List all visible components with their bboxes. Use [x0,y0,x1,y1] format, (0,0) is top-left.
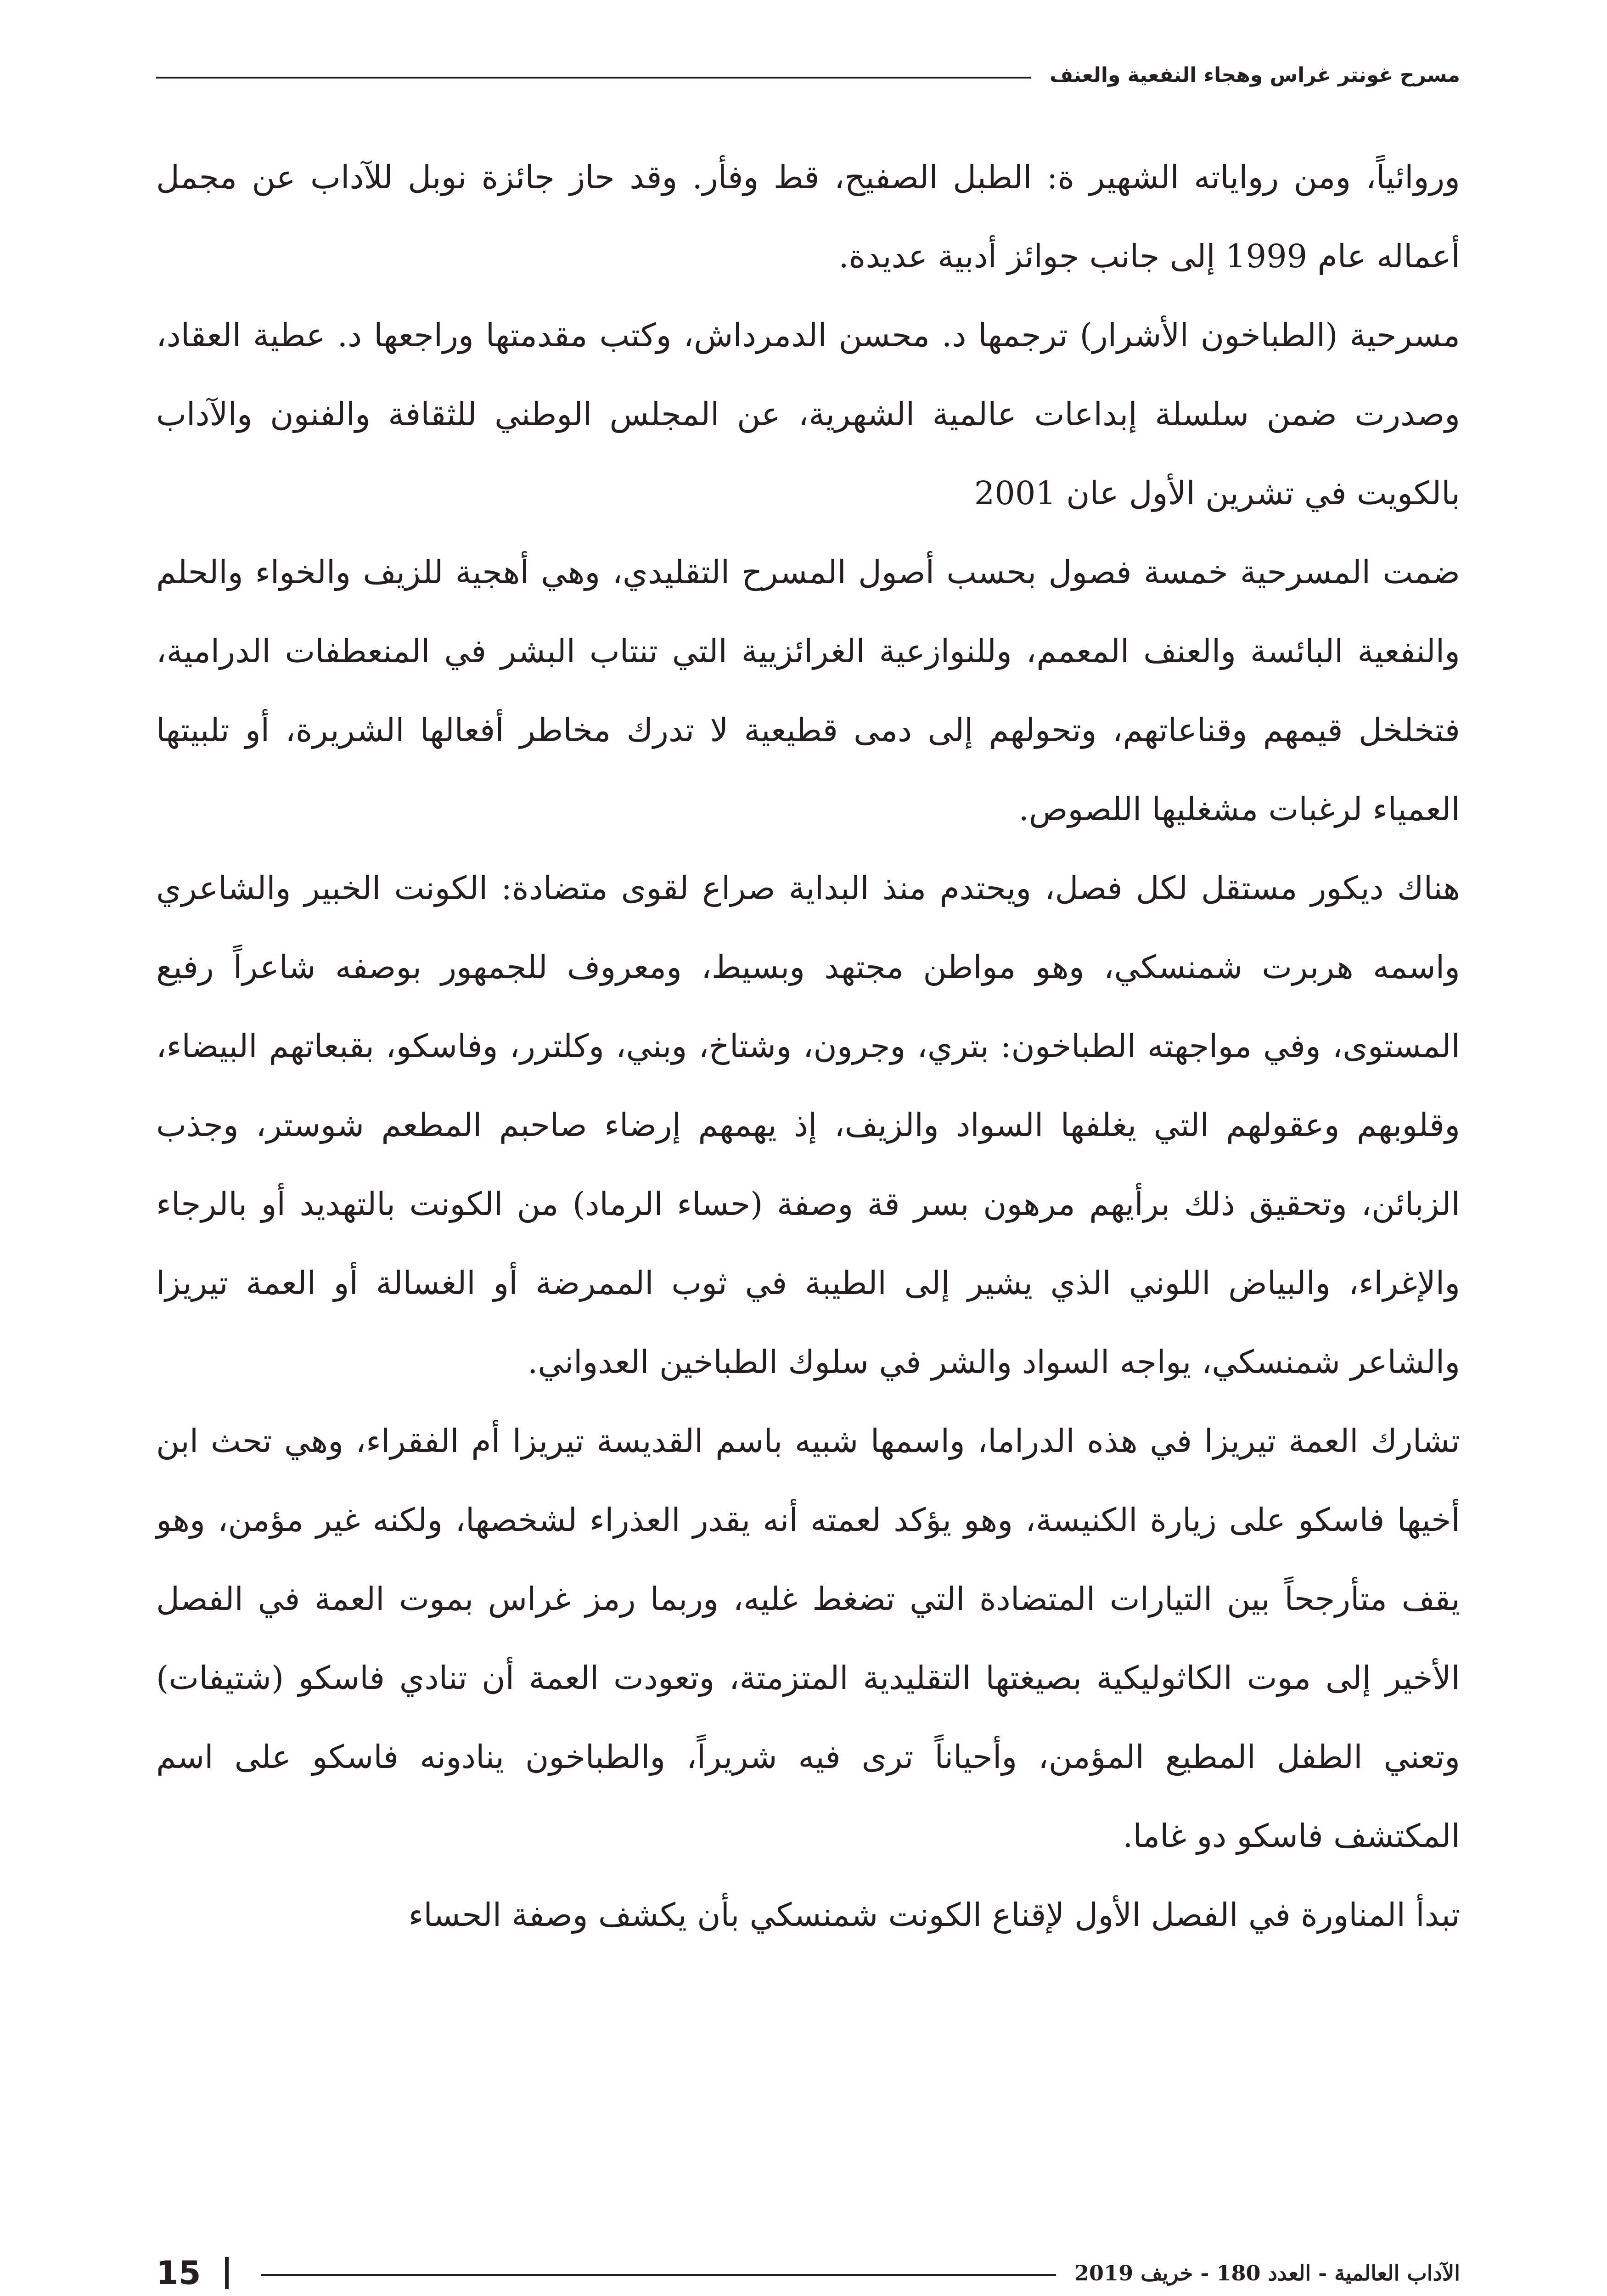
page-number: 15 [156,2254,201,2292]
paragraph: تبدأ المناورة في الفصل الأول لإقناع الكونت شمنسكي بأن يكشف وصفة الحساء [408,1896,1460,1934]
paragraph: هناك ديكور مستقل لكل فصل، ويحتدم منذ البداية صراع لقوى متضادة: الكونت الخبير والشاعري واسمه هربرت شمنسكي، وهو مواطن مجتهد وبسيط، ومعروف للجمهور بوصفه شاعراً رفيع المستوى، وفي مواجهته الطباخون: بتري، وجرون، وشتاخ، وبني، وكلترر، وفاسكو، بقبعاتهم البيضاء، وقلوبهم وعقولهم التي يغلفها السواد والزيف، إذ يهمهم إرضاء صاحبم المطعم شوستر، وجذب الزبائن، وتحقيق ذلك برأيهم مرهون بسر قة وصفة (حساء الرماد) من الكونت بالتهديد أو بالرجاء والإغراء، والبياض اللوني الذي يشير إلى الطيبة في ثوب الممرضة أو الغسالة أو العمة تيريزا والشاعر شمنسكي، يواجه السواد والشر في سلوك الطباخين العدواني. [156,869,1460,1381]
footer-divider [225,2257,229,2289]
paragraph: تشارك العمة تيريزا في هذه الدراما، واسمها شبيه باسم القديسة تيريزا أم الفقراء، وهي تحث ابن أخيها فاسكو على زيارة الكنيسة، وهو يؤكد لعمته أنه يقدر العذراء لشخصها، ولكنه غير مؤمن، وهو يقف متأرجحاً بين التيارات المتضادة التي تضغط غليه، وربما رمز غراس بموت العمة في الفصل الأخير إلى موت الكاثوليكية بصيغتها التقليدية المتزمتة، وتعودت العمة أن تنادي فاسكو (شتيفات) وتعني الطفل المطيع المؤمن، وأحياناً ترى فيه شريراً، والطباخون ينادونه فاسكو على اسم المكتشف فاسكو دو غاما. [156,1422,1460,1855]
issue-info: الآداب العالمية - العدد 180 - خريف 2019 [1074,2261,1460,2285]
running-header [156,54,1460,96]
running-title: مسرح غونتر غراس وهجاء النفعية والعنف [1050,63,1460,87]
page-footer [156,2252,1460,2294]
article-body [156,138,1460,1954]
paragraph: وروائياً، ومن رواياته الشهير ة: الطبل الصفيح، قط وفأر. وقد حاز جائزة نوبل للآداب عن مجمل أعماله عام 1999 إلى جانب جوائز أدبية عديدة. [156,158,1460,275]
header-rule [156,77,1031,79]
paragraph: مسرحية (الطباخون الأشرار) ترجمها د. محسن الدمرداش، وكتب مقدمتها وراجعها د. عطية العقاد، وصدرت ضمن سلسلة إبداعات عالمية الشهرية، عن المجلس الوطني للثقافة والفنون والآداب بالكويت في تشرين الأول عان 2001 [156,316,1460,512]
paragraph: ضمت المسرحية خمسة فصول بحسب أصول المسرح التقليدي، وهي أهجية للزيف والخواء والحلم والنفعية البائسة والعنف المعمم، وللنوازعية الغرائزيية التي تنتاب البشر في المنعطفات الدرامية، فتخلخل قيمهم وقناعاتهم، وتحولهم إلى دمى قطيعية لا تدرك مخاطر أفعالها الشريرة، أو تلبيتها العمياء لرغبات مشغليها اللصوص. [156,553,1460,828]
footer-rule [261,2274,1056,2276]
